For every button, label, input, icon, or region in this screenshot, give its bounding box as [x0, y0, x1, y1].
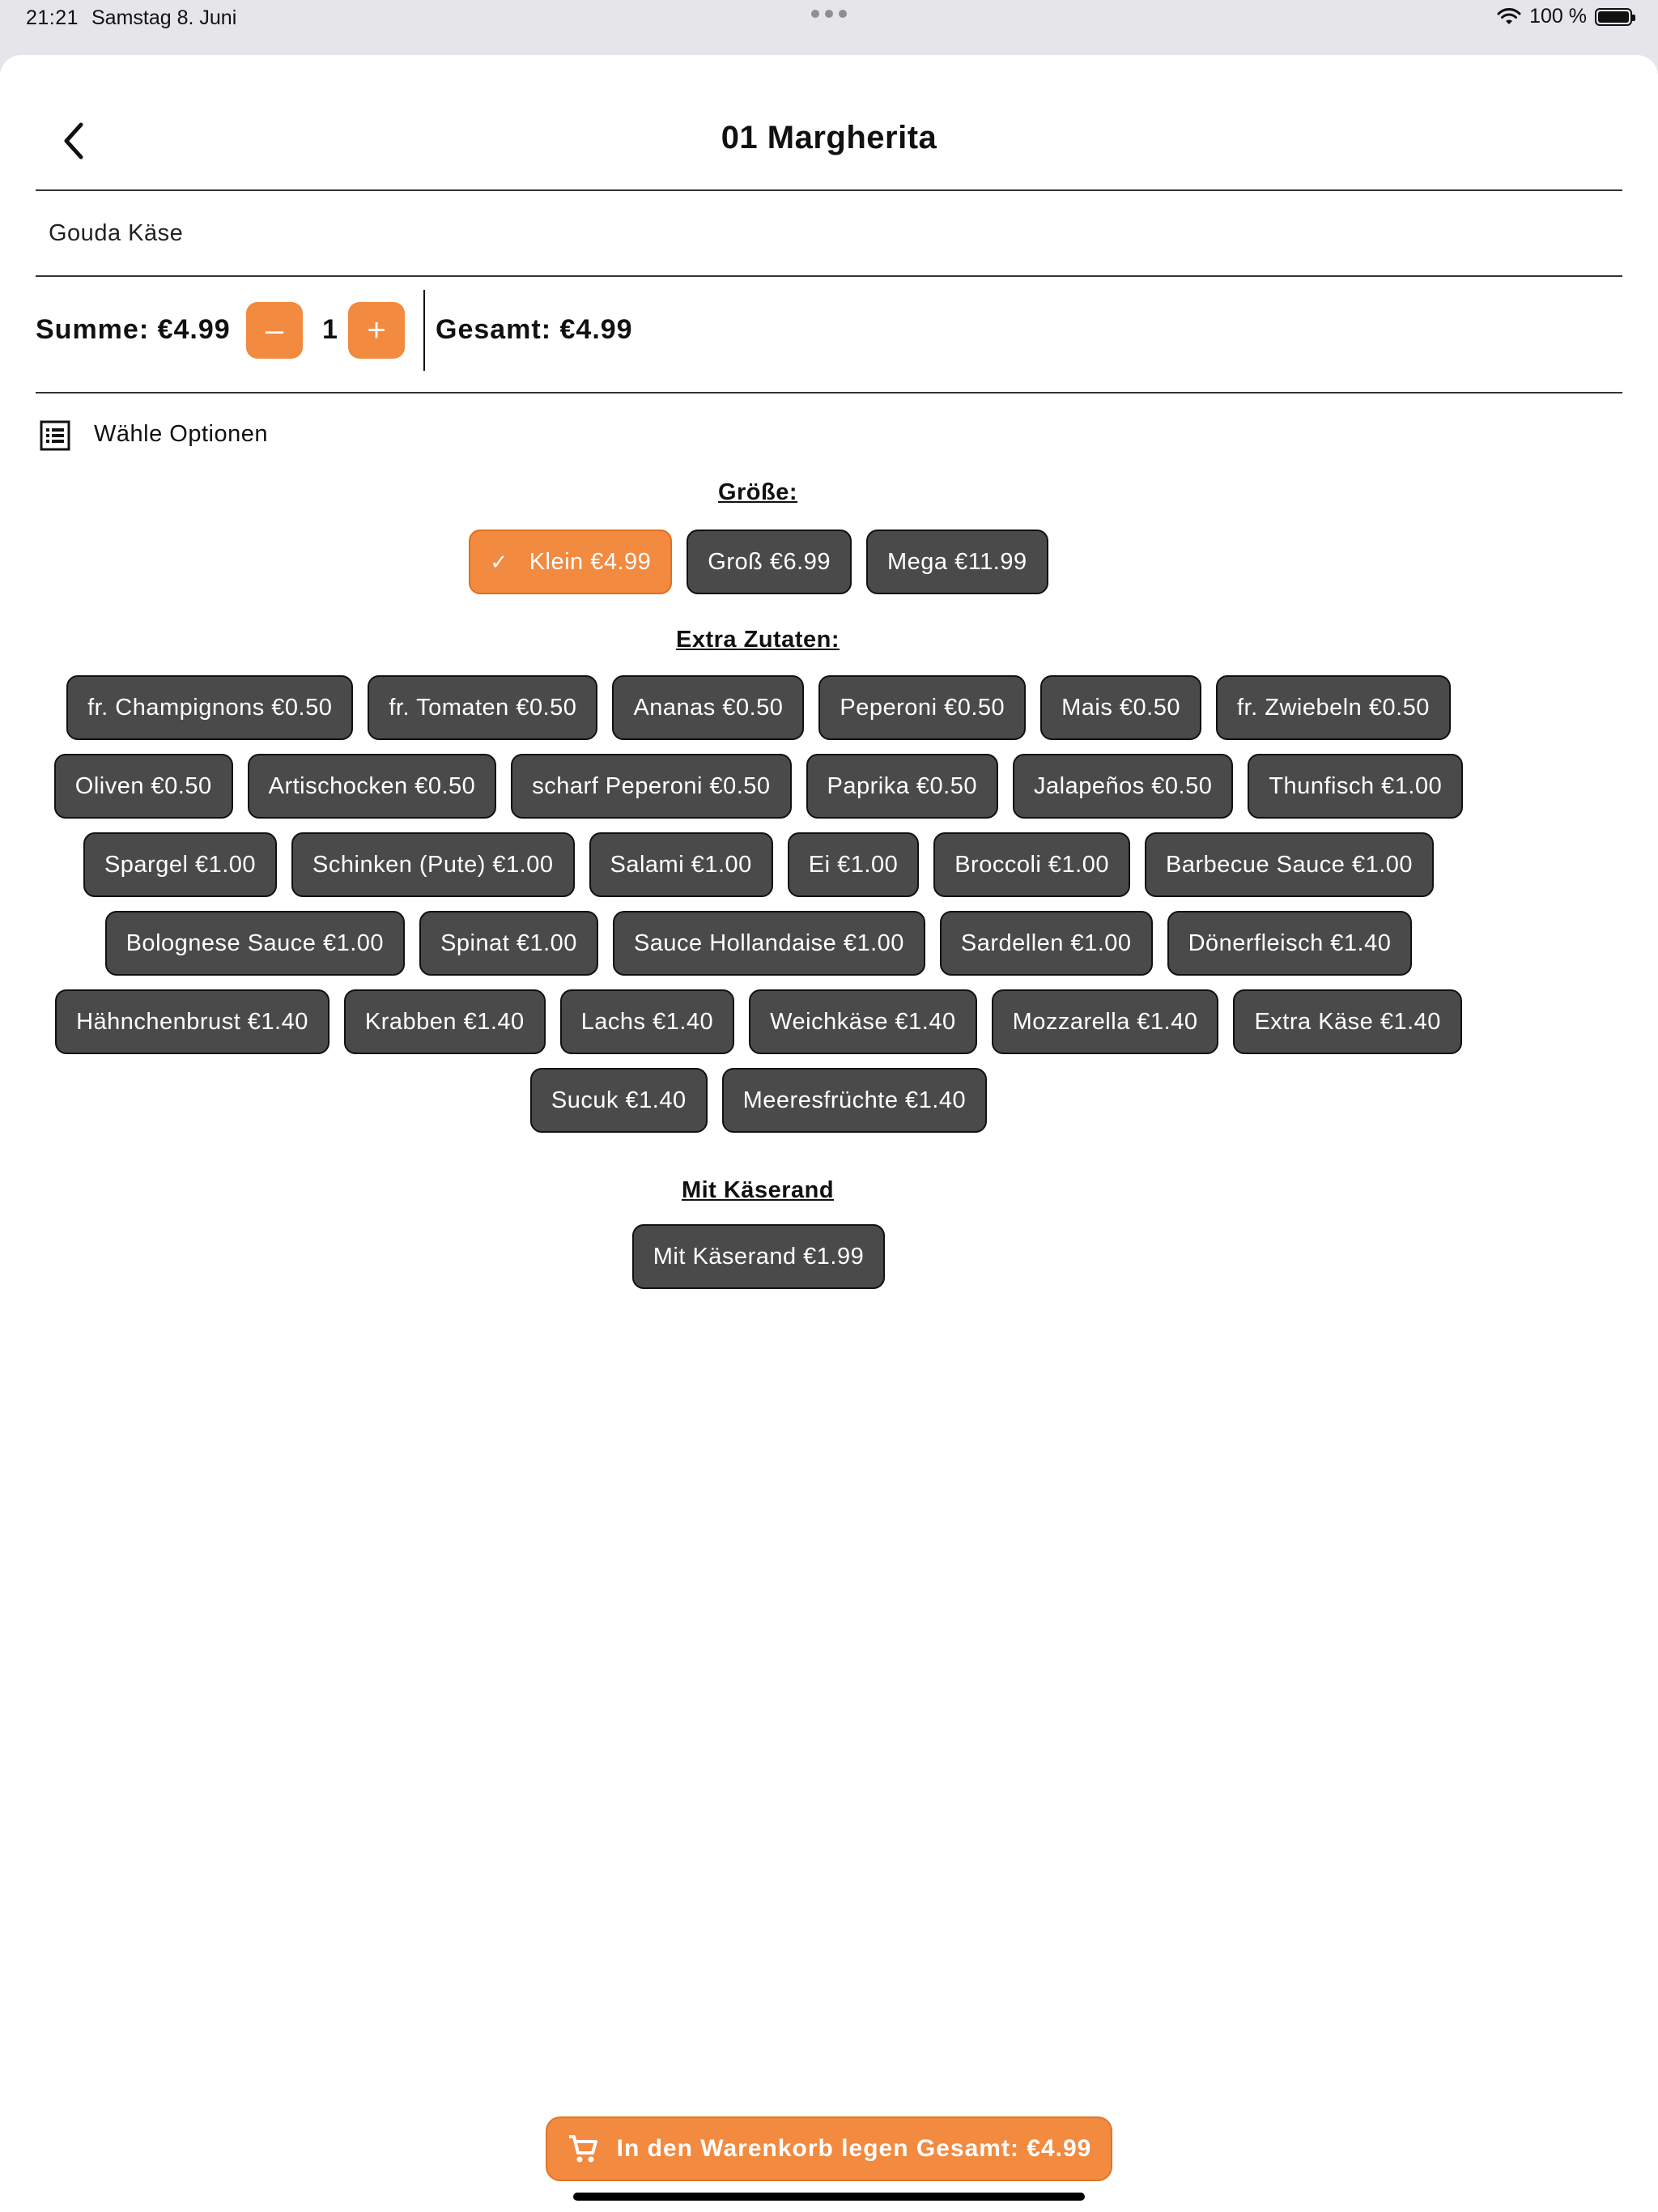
- vertical-divider: [423, 290, 425, 371]
- extra-topping-chip[interactable]: [1167, 911, 1413, 976]
- extra-topping-chip[interactable]: [933, 832, 1130, 897]
- extra-topping-chip[interactable]: [248, 754, 497, 819]
- extra-topping-chip[interactable]: [54, 754, 233, 819]
- sum-label: Summe: €4.99: [36, 314, 231, 345]
- chip-label: Broccoli €1.00: [954, 851, 1109, 878]
- list-icon: [39, 419, 71, 452]
- options-label: Wähle Optionen: [94, 421, 268, 447]
- chip-label: Mozzarella €1.40: [1012, 1008, 1198, 1035]
- crust-options: [36, 1224, 1482, 1289]
- extra-topping-chip[interactable]: [105, 911, 405, 976]
- extra-topping-chip[interactable]: [291, 832, 574, 897]
- extra-topping-chip[interactable]: [722, 1068, 987, 1133]
- chip-label: fr. Champignons €0.50: [87, 694, 333, 721]
- chip-label: Meeresfrüchte €1.40: [742, 1087, 967, 1113]
- extra-topping-chip[interactable]: [560, 989, 735, 1054]
- chip-label: Dönerfleisch €1.40: [1188, 929, 1392, 956]
- quantity-minus-button[interactable]: –: [246, 302, 303, 359]
- chip-label: Peperoni €0.50: [840, 694, 1005, 721]
- add-to-cart-button[interactable]: [546, 2116, 1112, 2181]
- chip-label: Bolognese Sauce €1.00: [125, 929, 385, 956]
- extra-topping-chip[interactable]: [613, 911, 925, 976]
- chip-label: Oliven €0.50: [74, 772, 212, 799]
- divider: [36, 189, 1622, 191]
- status-time: 21:21: [26, 6, 79, 29]
- extra-topping-chip[interactable]: [83, 832, 277, 897]
- chip-label: Sucuk €1.40: [551, 1087, 687, 1113]
- chip-label: Jalapeños €0.50: [1034, 772, 1213, 799]
- battery-icon: [1595, 8, 1632, 26]
- chip-label: Sauce Hollandaise €1.00: [633, 929, 904, 956]
- chip-label: Hähnchenbrust €1.40: [76, 1008, 308, 1035]
- page-title: 01 Margherita: [721, 120, 937, 155]
- home-indicator[interactable]: [573, 2193, 1085, 2201]
- add-to-cart-label: In den Warenkorb legen Gesamt: €4.99: [616, 2135, 1092, 2162]
- chip-label: fr. Tomaten €0.50: [389, 694, 577, 721]
- extra-topping-chip[interactable]: [344, 989, 546, 1054]
- extra-topping-chip[interactable]: [66, 675, 353, 740]
- divider: [36, 392, 1622, 393]
- extras-options: [36, 675, 1482, 1133]
- chip-label: Mit Käserand €1.99: [653, 1243, 865, 1270]
- product-description: Gouda Käse: [49, 220, 184, 246]
- chip-label: Paprika €0.50: [827, 772, 977, 799]
- quantity-plus-button[interactable]: +: [348, 302, 405, 359]
- chip-label: fr. Zwiebeln €0.50: [1237, 694, 1430, 721]
- size-option-chip[interactable]: [687, 530, 852, 594]
- chip-label: Artischocken €0.50: [268, 772, 476, 799]
- chip-label: Schinken (Pute) €1.00: [312, 851, 554, 878]
- divider: [36, 275, 1622, 277]
- extra-topping-chip[interactable]: [992, 989, 1219, 1054]
- extra-topping-chip[interactable]: [1145, 832, 1434, 897]
- chip-label: Weichkäse €1.40: [770, 1008, 956, 1035]
- extra-topping-chip[interactable]: [1040, 675, 1201, 740]
- extra-topping-chip[interactable]: [368, 675, 597, 740]
- extra-topping-chip[interactable]: [612, 675, 804, 740]
- chip-label: Krabben €1.40: [364, 1008, 525, 1035]
- extra-topping-chip[interactable]: [788, 832, 919, 897]
- chip-label: Ananas €0.50: [633, 694, 784, 721]
- extra-topping-chip[interactable]: [818, 675, 1026, 740]
- chip-label: Salami €1.00: [610, 851, 752, 878]
- crust-option-chip[interactable]: [632, 1224, 885, 1289]
- extra-topping-chip[interactable]: [1248, 754, 1463, 819]
- size-option-chip[interactable]: [866, 530, 1048, 594]
- extra-topping-chip[interactable]: [1013, 754, 1233, 819]
- extra-topping-chip[interactable]: [806, 754, 998, 819]
- extra-topping-chip[interactable]: [530, 1068, 708, 1133]
- chip-label: Sardellen €1.00: [960, 929, 1132, 956]
- extra-topping-chip[interactable]: [749, 989, 976, 1054]
- extra-topping-chip[interactable]: [940, 911, 1153, 976]
- size-options: [36, 530, 1482, 594]
- chip-label: scharf Peperoni €0.50: [532, 772, 771, 799]
- chip-label: Klein €4.99: [529, 548, 652, 575]
- multitasking-dots-icon[interactable]: [811, 10, 847, 18]
- extra-topping-chip[interactable]: [419, 911, 598, 976]
- extra-topping-chip[interactable]: [1233, 989, 1461, 1054]
- checkmark-icon: ✓: [490, 549, 508, 574]
- chip-label: Barbecue Sauce €1.00: [1165, 851, 1414, 878]
- extras-group-title: Extra Zutaten:: [676, 627, 840, 653]
- size-group-title: Größe:: [717, 479, 798, 505]
- status-bar: [0, 0, 1658, 55]
- chip-label: Mega €11.99: [886, 548, 1027, 575]
- chip-label: Extra Käse €1.40: [1254, 1008, 1441, 1035]
- wifi-icon: [1497, 8, 1521, 26]
- chip-label: Spargel €1.00: [104, 851, 257, 878]
- total-label: Gesamt: €4.99: [436, 314, 633, 345]
- chip-label: Thunfisch €1.00: [1269, 772, 1443, 799]
- extra-topping-chip[interactable]: [1216, 675, 1451, 740]
- battery-percent: 100 %: [1529, 5, 1587, 28]
- extra-topping-chip[interactable]: [55, 989, 329, 1054]
- product-sheet: [0, 55, 1658, 2212]
- extra-topping-chip[interactable]: [589, 832, 773, 897]
- crust-group-title: Mit Käserand: [681, 1177, 835, 1203]
- chip-label: Ei €1.00: [808, 851, 899, 878]
- chip-label: Spinat €1.00: [440, 929, 577, 956]
- quantity-value: 1: [322, 314, 338, 345]
- status-date: Samstag 8. Juni: [91, 6, 237, 29]
- chip-label: Groß €6.99: [708, 548, 831, 575]
- cart-icon: [567, 2133, 599, 2165]
- chip-label: Lachs €1.40: [580, 1008, 714, 1035]
- extra-topping-chip[interactable]: [511, 754, 791, 819]
- chip-label: Mais €0.50: [1061, 694, 1180, 721]
- size-option-chip[interactable]: [469, 530, 672, 594]
